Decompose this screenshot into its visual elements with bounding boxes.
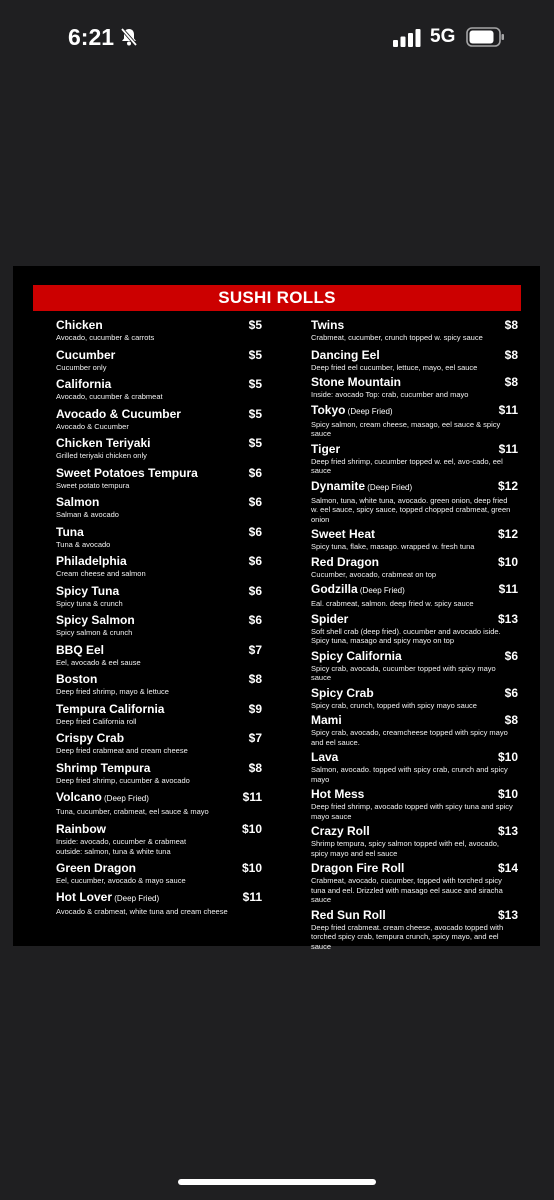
menu-item-description: Inside: avocado Top: crab, cucumber and mayo: [311, 390, 469, 399]
menu-item-name: Chicken Teriyaki: [56, 436, 151, 450]
menu-item-price: $5: [248, 377, 262, 391]
menu-item: [56, 890, 262, 917]
menu-item-description: Avocado & Cucumber: [56, 421, 129, 431]
menu-item-name: Godzilla (Deep Fried): [311, 582, 405, 596]
menu-item: [311, 555, 518, 580]
menu-item: [311, 686, 518, 711]
menu-item-price: $8: [504, 318, 518, 332]
menu-item-name: Tiger: [311, 441, 341, 456]
menu-item-name: Spicy Salmon: [56, 613, 135, 627]
menu-item: [56, 584, 262, 609]
menu-item: [56, 377, 262, 402]
menu-item-name: California: [56, 377, 112, 391]
menu-item: [311, 787, 518, 821]
menu-item-name: Stone Mountain: [311, 375, 401, 389]
menu-item-name: Shrimp Tempura: [56, 760, 151, 775]
menu-item-description: Cucumber only: [56, 362, 107, 372]
menu-item-price: $8: [248, 760, 262, 775]
menu-item-name: Spider: [311, 611, 349, 626]
menu-item-description: Eel, avocado & eel sause: [56, 657, 141, 667]
menu-item: [56, 466, 262, 491]
menu-item-description: Deep fried crabmeat. cream cheese, avocado topped with torched spicy crab, tempura crunch, spicy mayo, and eel sauce: [311, 922, 504, 951]
menu-item-description: Eal. crabmeat, salmon. deep fried w. spicy sauce: [311, 599, 474, 608]
menu-column-right: [311, 318, 518, 951]
menu-item-price: $11: [498, 441, 518, 456]
menu-item-name: Hot Mess: [311, 787, 365, 801]
menu-item-price: $6: [248, 554, 262, 568]
menu-item-name: Dancing Eel: [311, 347, 380, 362]
menu-item-description: Deep fried shrimp, cucumber topped w. eel, avo-cado, eel sauce: [311, 456, 503, 475]
menu-item-price: $10: [241, 860, 262, 875]
menu-item-name: Spicy California: [311, 648, 402, 663]
menu-item-description: Deep fried eel cucumber, lettuce, mayo, eel sauce: [311, 362, 478, 372]
menu-item-description: Spicy salmon, cream cheese, masago, eel sauce & spicy sauce: [311, 419, 501, 438]
menu-item: [56, 643, 262, 668]
menu-item: [311, 750, 518, 784]
menu-item: [56, 613, 262, 638]
menu-item-price: $7: [248, 642, 262, 657]
menu-item-price: $13: [497, 611, 518, 626]
menu-item-description: Inside: avocado, cucumber & crabmeat: [56, 836, 187, 846]
menu-item-price: $9: [248, 701, 262, 716]
menu-item-description: Crabmeat, avocado, cucumber, topped with torched spicy tuna and eel. Drizzled with masago eel sauce and siracha sauce: [311, 876, 503, 904]
home-indicator[interactable]: [178, 1179, 376, 1185]
menu-item-price: $12: [497, 478, 518, 493]
menu-item: [311, 824, 518, 858]
menu-item-price: $5: [248, 406, 262, 421]
menu-item-price: $10: [241, 821, 262, 836]
menu-item-description: Spicy tuna & crunch: [56, 598, 123, 608]
menu-item-price: $5: [248, 436, 262, 450]
menu-item-name: Chicken: [56, 318, 103, 332]
menu-item-description: Deep fried crabmeat and cream cheese: [56, 746, 188, 755]
menu-item: [311, 479, 518, 525]
menu-item: [56, 761, 262, 786]
menu-item: [56, 702, 262, 727]
menu-item: [56, 348, 262, 373]
menu-item: [311, 375, 518, 400]
menu-item-price: $11: [498, 582, 518, 596]
menu-item-price: $6: [504, 648, 518, 663]
menu-item-price: $6: [504, 685, 518, 700]
menu-item-name: Philadelphia: [56, 554, 127, 568]
menu-item: [56, 495, 262, 520]
menu-item-name: Lava: [311, 750, 339, 764]
menu-item-name: Rainbow: [56, 821, 106, 836]
menu-item-description: Cream cheese and salmon: [56, 569, 146, 578]
menu-item-price: $14: [497, 861, 518, 875]
menu-item-name: Spicy Crab: [311, 685, 374, 700]
menu-item: [311, 403, 518, 439]
menu-item-price: $10: [497, 750, 518, 764]
menu-item-name: Crazy Roll: [311, 824, 370, 838]
battery-icon: [466, 27, 506, 52]
menu-item-price: $11: [242, 790, 262, 804]
menu-item-price: $13: [497, 824, 518, 838]
menu-item-description: Tuna & avocado: [56, 539, 111, 549]
menu-item-price: $8: [248, 672, 262, 686]
menu-item-note: (Deep Fried): [345, 406, 393, 416]
menu-item-price: $11: [242, 890, 262, 904]
menu-item-name: Sweet Heat: [311, 527, 376, 541]
menu-item-name: Tuna: [56, 524, 84, 539]
menu-item-description: Tuna, cucumber, crabmeat, eel sauce & mayo: [56, 807, 209, 816]
menu-item: [311, 348, 518, 373]
menu-item-name: Sweet Potatoes Tempura: [56, 465, 198, 480]
menu-item-name: Dynamite (Deep Fried): [311, 478, 413, 493]
menu-item: [56, 318, 262, 343]
menu-item-description: Eel, cucumber, avocado & mayo sauce: [56, 875, 186, 885]
menu-item-note: (Deep Fried): [112, 894, 160, 903]
menu-item-price: $8: [504, 347, 518, 362]
status-bar: [0, 0, 554, 72]
menu-item-name: Crispy Crab: [56, 731, 125, 745]
menu-item-name: Volcano (Deep Fried): [56, 790, 149, 804]
menu-item-price: $6: [248, 613, 262, 627]
menu-item-name: Red Sun Roll: [311, 907, 386, 922]
menu-image: [13, 266, 540, 951]
menu-item-price: $7: [248, 731, 262, 745]
menu-item-note: (Deep Fried): [357, 586, 405, 595]
menu-item-name: Red Dragon: [311, 554, 380, 569]
menu-item-description: Spicy tuna, flake, masago. wrapped w. fresh tuna: [311, 542, 475, 551]
menu-item: [56, 407, 262, 432]
menu-item-name: Cucumber: [56, 347, 116, 362]
menu-item-price: $6: [248, 465, 262, 480]
menu-item-price: $11: [498, 402, 518, 417]
menu-item-price: $8: [504, 713, 518, 727]
menu-item: [311, 527, 518, 552]
menu-item-description: Deep fried California roll: [56, 716, 137, 726]
menu-item-name: Boston: [56, 672, 98, 686]
menu-item-name: Dragon Fire Roll: [311, 861, 405, 875]
menu-item-description: Grilled teriyaki chicken only: [56, 451, 147, 460]
menu-item-note: (Deep Fried): [101, 794, 149, 803]
menu-item-price: $5: [248, 347, 262, 362]
menu-item-price: $10: [497, 554, 518, 569]
menu-item-description: Deep fried shrimp, cucumber & avocado: [56, 775, 190, 785]
bell-slash-icon: [119, 27, 139, 52]
menu-item-description: Avocado, cucumber & crabmeat: [56, 392, 163, 401]
menu-item-price: $5: [248, 318, 262, 332]
menu-item: [311, 318, 518, 343]
menu-item: [311, 649, 518, 683]
menu-item-name: Mami: [311, 713, 342, 727]
menu-item-price: $10: [497, 787, 518, 801]
menu-item: [56, 861, 262, 886]
menu-item-description: Spicy crab, crunch, topped with spicy mayo sauce: [311, 700, 477, 710]
menu-item-description: Deep fried shrimp, mayo & lettuce: [56, 687, 169, 696]
menu-item-description: Spicy crab, avocado, creamcheese topped with spicy mayo and eel sauce.: [311, 728, 508, 747]
menu-item-description: Sweet potato tempura: [56, 480, 130, 490]
menu-item-description: Salmon, avocado. topped with spicy crab, crunch and spicy mayo: [311, 765, 508, 784]
menu-item-name: Twins: [311, 318, 345, 332]
section-banner: [33, 285, 521, 311]
menu-item: [311, 582, 518, 609]
section-title: SUSHI ROLLS: [218, 288, 336, 307]
menu-item-price: $12: [497, 527, 518, 541]
signal-bars-icon: [393, 29, 423, 52]
menu-item: [311, 908, 518, 952]
menu-item: [56, 672, 262, 697]
menu-item: [311, 442, 518, 476]
menu-item-name: Green Dragon: [56, 860, 137, 875]
menu-item-description: Spicy crab, avocada, cucumber topped with spicy mayo sauce: [311, 663, 496, 682]
menu-item: [56, 554, 262, 579]
menu-item: [311, 713, 518, 747]
menu-item-name: Hot Lover (Deep Fried): [56, 890, 160, 904]
menu-item-price: $6: [248, 495, 262, 509]
network-type: 5G: [430, 26, 456, 47]
menu-item-name: BBQ Eel: [56, 642, 105, 657]
menu-item-price: $6: [248, 524, 262, 539]
menu-item-name: Tokyo (Deep Fried): [311, 402, 393, 417]
menu-item: [56, 525, 262, 550]
menu-item-price: $13: [497, 907, 518, 922]
menu-item-description: Deep fried shrimp, avocado topped with spicy tuna and spicy mayo sauce: [311, 802, 513, 821]
clock-time: 6:21: [68, 24, 115, 50]
menu-item-description: Avocado & crabmeat, white tuna and cream cheese: [56, 907, 228, 916]
menu-item: [56, 731, 262, 756]
menu-item-description: Spicy salmon & crunch: [56, 628, 133, 637]
menu-item-price: $6: [248, 583, 262, 598]
menu-item-name: Tempura California: [56, 701, 165, 716]
menu-item-description: Soft shell crab (deep fried). cucumber and avocado iside. Spicy tuna, masago and spicy mayo on top: [311, 626, 501, 645]
menu-item: [56, 790, 262, 817]
menu-item: [56, 822, 262, 857]
menu-item-description: Salman & avocado: [56, 510, 119, 519]
menu-item-note: (Deep Fried): [365, 482, 413, 492]
menu-item-description: Salmon, tuna, white tuna, avocado. green onion, deep fried w. eel sauce, spicy sauce, topped chopped crabmeat, green onion: [311, 495, 511, 524]
menu-item: [56, 436, 262, 461]
menu-item-name: Salmon: [56, 495, 100, 509]
menu-item-description: Shrimp tempura, spicy salmon topped with eel, avocado, spicy mayo and eel sauce: [311, 839, 500, 858]
menu-item-price: $8: [504, 375, 518, 389]
menu-column-left: [56, 318, 262, 917]
menu-item-description: Avocado, cucumber & carrots: [56, 333, 155, 342]
menu-item-name: Spicy Tuna: [56, 583, 120, 598]
menu-item-description: outside: salmon, tuna & white tuna: [56, 847, 171, 856]
menu-item-description: Cucumber, avocado, crabmeat on top: [311, 569, 437, 579]
menu-item: [311, 612, 518, 646]
menu-item-name: Avocado & Cucumber: [56, 406, 181, 421]
menu-item: [311, 861, 518, 905]
menu-item-description: Crabmeat, cucumber, crunch topped w. spicy sauce: [311, 333, 483, 342]
